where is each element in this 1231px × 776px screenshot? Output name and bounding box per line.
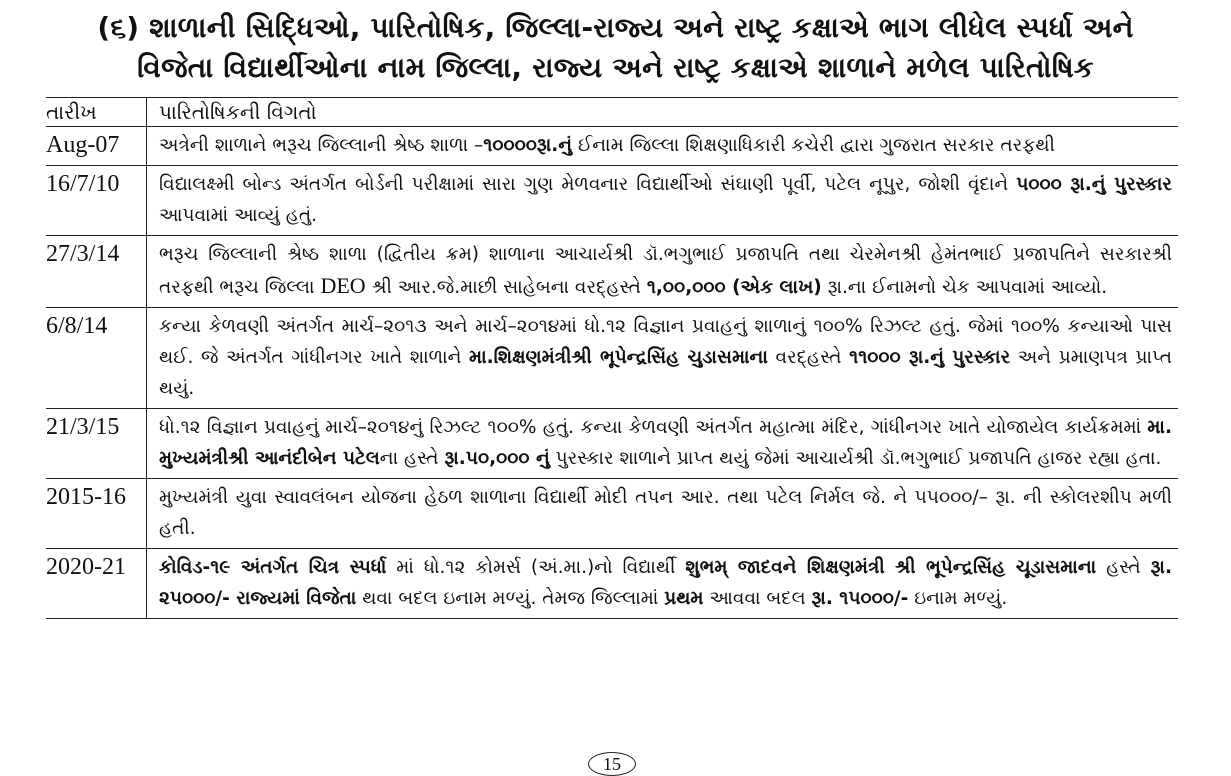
- table-row: [46, 479, 1178, 549]
- row-date: 2020-21: [46, 549, 147, 619]
- detail-text: હસ્તે: [1096, 557, 1151, 578]
- emphasized-text: ૫૦૦૦ રૂા.નું પુરસ્કાર: [1016, 174, 1172, 195]
- detail-text: મુખ્યમંત્રી યુવા સ્વાવલંબન યોજના હેઠળ શાળાના વિદ્યાર્થી મોદી તપન આર. તથા પટેલ નિર્મલ જે. ને ૫૫૦૦૦/– રૂા. ની સ્કોલરશીપ મળી હતી.: [159, 487, 1172, 539]
- column-header-date: તારીખ: [46, 98, 147, 127]
- row-details: [147, 236, 1179, 308]
- detail-text: અને પ્રમાણપત્ર પ્રાપ્ત થયું.: [159, 347, 1172, 399]
- row-date: 16/7/10: [46, 166, 147, 236]
- emphasized-text: રૂા. ૧૫૦૦૦/-: [811, 588, 909, 609]
- detail-text: ધો.૧૨ વિજ્ઞાન પ્રવાહનું માર્ચ–૨૦૧૪નું રિઝલ્ટ ૧૦૦% હતું. કન્યા કેળવણી અંતર્ગત મહાત્મા મંદિર, ગાંધીનગર ખાતે યોજાયેલ કાર્યક્રમમાં: [159, 417, 1148, 438]
- detail-text: રૂા.ના ઈનામનો ચેક આપવામાં આવ્યો.: [821, 277, 1108, 298]
- column-header-details: પારિતોષિકની વિગતો: [147, 98, 1179, 127]
- table-header-row: [46, 98, 1178, 127]
- detail-text: આવવા બદલ: [703, 588, 812, 609]
- detail-text: ઇનામ મળ્યું.: [908, 588, 1008, 609]
- detail-text: થવા બદલ ઇનામ મળ્યું. તેમજ જિલ્લામાં: [356, 588, 665, 609]
- row-date: Aug-07: [46, 127, 147, 166]
- detail-text: વરદ્હસ્તે: [767, 347, 850, 368]
- page-number: 15: [588, 752, 636, 776]
- row-date: 21/3/15: [46, 409, 147, 479]
- detail-text: કન્યા કેળવણી અંતર્ગત માર્ચ–૨૦૧૩ અને માર્ચ–૨૦૧૪માં ધો.૧૨ વિજ્ઞાન પ્રવાહનું શાળાનું ૧૦૦% રિઝલ્ટ હતું. જેમાં ૧૦૦% કન્યાઓ પાસ થઈ. જે અંતર્ગત ગાંધીનગર ખાતે શાળાને: [159, 316, 1172, 368]
- row-details: [147, 308, 1179, 409]
- table-row: [46, 409, 1178, 479]
- detail-text: આપવામાં આવ્યું હતું.: [159, 205, 318, 226]
- row-details: [147, 549, 1179, 619]
- emphasized-text: ૧,૦૦,૦૦૦ (એક લાખ): [646, 277, 822, 298]
- emphasized-text: રૂા. ૨૫૦૦૦/- રાજ્યમાં વિજેતા: [159, 557, 1172, 609]
- detail-text: પુરસ્કાર શાળાને પ્રાપ્ત થયું જેમાં આચાર્યશ્રી ડૉ.ભગુભાઈ પ્રજાપતિ હાજર રહ્યા હતા.: [549, 448, 1162, 469]
- detail-text: અત્રેની શાળાને ભરૂચ જિલ્લાની શ્રેષ્ઠ શાળા –: [159, 135, 484, 156]
- detail-text: વિદ્યાલક્ષ્મી બોન્ડ અંતર્ગત બોર્ડની પરીક્ષામાં સારા ગુણ મેળવનાર વિદ્યાર્થીઓ સંઘાણી પૂર્વી, પટેલ નૂપુર, જોશી વૃંદાને: [159, 174, 1017, 195]
- detail-text: ઈનામ જિલ્લા શિક્ષણાધિકારી કચેરી દ્વારા ગુજરાત સરકાર તરફથી: [572, 135, 1055, 156]
- page-title-line-2: વિજેતા વિદ્યાર્થીઓના નામ જિલ્લા, રાજ્ય અને રાષ્ટ્ર કક્ષાએ શાળાને મળેલ પારિતોષિક: [137, 51, 1094, 84]
- emphasized-text: રૂા.૫૦,૦૦૦ નું: [444, 448, 550, 469]
- row-date: 27/3/14: [46, 236, 147, 308]
- row-details: [147, 479, 1179, 549]
- table-row: [46, 236, 1178, 308]
- emphasized-text: મા. મુખ્યમંત્રીશ્રી આનંદીબેન પટેલ: [159, 417, 1172, 469]
- awards-table: [46, 97, 1178, 619]
- emphasized-text: કોવિડ-૧૯ અંતર્ગત ચિત્ર સ્પર્ધા: [159, 557, 387, 578]
- detail-text: માં ધો.૧૨ કોમર્સ (અં.મા.)નો વિદ્યાર્થી: [386, 557, 686, 578]
- row-details: [147, 409, 1179, 479]
- row-date: 2015-16: [46, 479, 147, 549]
- emphasized-text: પ્રથમ: [664, 588, 704, 609]
- table-row: [46, 549, 1178, 619]
- detail-text: ભરૂચ જિલ્લાની શ્રેષ્ઠ શાળા (દ્વિતીય ક્રમ) શાળાના આચાર્યશ્રી ડૉ.ભગુભાઈ પ્રજાપતિ તથા ચેરમેનશ્રી હેમંતભાઈ પ્રજાપતિને સરકારશ્રી તરફથી ભરૂચ જિલ્લા: [159, 244, 1172, 298]
- detail-text: શ્રી આર.જે.માછી સાહેબના વરદ્હસ્તે: [365, 277, 647, 298]
- table-row: [46, 127, 1178, 166]
- detail-text: DEO: [320, 273, 366, 298]
- emphasized-text: ૧૧૦૦૦ રૂા.નું પુરસ્કાર: [849, 347, 1011, 368]
- emphasized-text: મા.શિક્ષણમંત્રીશ્રી ભૂપેન્દ્રસિંહ ચુડાસમાના: [469, 347, 768, 368]
- table-row: [46, 166, 1178, 236]
- page-title-line-1: (૬) શાળાની સિદ્ધિઓ, પારિતોષિક, જિલ્લા-રાજ્ય અને રાષ્ટ્ર કક્ષાએ ભાગ લીધેલ સ્પર્ધા અને: [97, 11, 1134, 44]
- detail-text: ના હસ્તે: [379, 448, 445, 469]
- emphasized-text: શુભમ્ જાદવને શિક્ષણમંત્રી શ્રી ભૂપેન્દ્રસિંહ ચૂડાસમાના: [685, 557, 1097, 578]
- emphasized-text: ૧૦૦૦૦રૂા.નું: [483, 135, 573, 156]
- row-details: [147, 127, 1179, 166]
- row-details: [147, 166, 1179, 236]
- row-date: 6/8/14: [46, 308, 147, 409]
- table-row: [46, 308, 1178, 409]
